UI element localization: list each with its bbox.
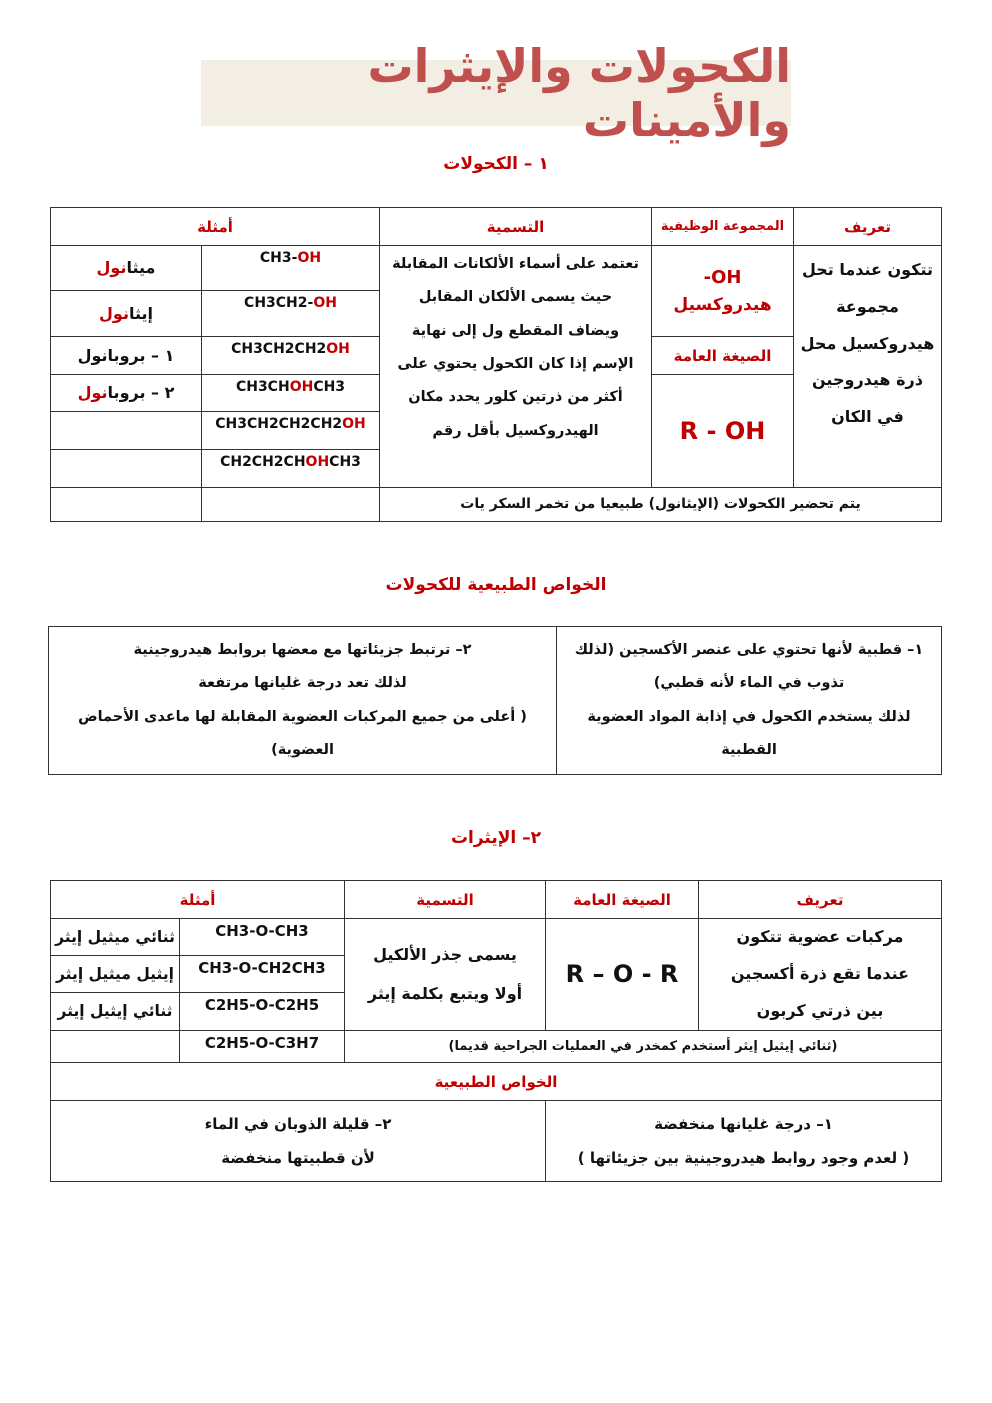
property-line: ٢– قليلة الذوبان في الماء bbox=[204, 1114, 392, 1133]
example-name bbox=[50, 1030, 180, 1063]
property-line: لذلك يستخدم الكحول في إذابة المواد العضوية bbox=[587, 708, 911, 725]
property-2 bbox=[48, 626, 557, 775]
property-line: ١– درجة غليانها منخفضة bbox=[654, 1114, 833, 1133]
ethers-section-title: ٢– الإيثرات bbox=[450, 828, 542, 848]
property-line: تذوب في الماء لأنه قطبي) bbox=[653, 675, 845, 692]
naming-cell: تعتمد على أسماء الألكانات المقابلة حيث يسمى الألكان المقابل ويضاف المقطع ول إلى نهاية الإسم إذا كان الكحول يحتوي على أكثر من ذرتين كلور يحدد مكان الهيدروكسيل بأقل رقم bbox=[379, 245, 652, 488]
property-line: ١– قطبية لأنها تحتوي على عنصر الأكسجين (لذلك bbox=[574, 641, 924, 658]
header-general-formula: الصيغة العامة bbox=[651, 336, 794, 375]
header-examples: أمثلة bbox=[50, 207, 380, 246]
formula-part: CH2CH2CH bbox=[220, 454, 306, 470]
ethers-properties-title: الخواص الطبيعية bbox=[50, 1062, 942, 1101]
example-name: ثنائي ميثيل إيثر bbox=[50, 918, 180, 956]
naming-cell: يسمى جذر الألكيل أولا ويتبع بكلمة إيثر bbox=[344, 918, 546, 1031]
property-line: ( لعدم وجود روابط هيدروجينية بين جزيئاتها ) bbox=[577, 1149, 910, 1167]
example-formula bbox=[201, 411, 380, 450]
ethers-note: (ثنائي إيثيل إيثر أستخدم كمخدر في العمليات الجراحية قديما) bbox=[344, 1030, 942, 1063]
property-line: ٢– ترتبط جزيئاتها مع معضها بروابط هيدروجينية bbox=[133, 641, 472, 658]
general-formula: R – O - R bbox=[545, 918, 699, 1031]
name-stem: ١ – بروبانول bbox=[77, 345, 175, 365]
formula-part: CH3CH2- bbox=[244, 295, 314, 311]
functional-group-cell bbox=[651, 245, 794, 337]
general-formula: R - OH bbox=[651, 374, 794, 488]
name-suffix: نول bbox=[77, 383, 108, 403]
example-formula bbox=[201, 245, 380, 291]
formula-hydroxyl: OH bbox=[297, 250, 322, 266]
formula-part: CH3 bbox=[313, 379, 346, 395]
header-functional-group: المجموعة الوظيفية bbox=[651, 207, 794, 246]
alcohols-note: يتم تحضير الكحولات (الإيثانول) طبيعيا من تخمر السكر يات bbox=[379, 487, 942, 522]
name-suffix: نول bbox=[99, 303, 129, 323]
formula-part: CH3CH2CH2 bbox=[231, 341, 327, 357]
property-line: العضوية) bbox=[271, 741, 334, 758]
example-name bbox=[50, 336, 202, 375]
formula-hydroxyl: OH bbox=[326, 341, 350, 357]
name-stem: ٢ – بروبا bbox=[107, 383, 175, 403]
property-line: لذلك تعد درجة غليانها مرتفعة bbox=[198, 675, 407, 692]
example-name bbox=[50, 245, 202, 291]
alcohols-section-title: ١ – الكحولات bbox=[443, 154, 549, 174]
example-formula bbox=[201, 336, 380, 375]
title-banner bbox=[201, 39, 791, 147]
header-naming: التسمية bbox=[344, 880, 546, 919]
definition-cell: مركبات عضوية تتكون عندما تقع ذرة أكسجين بين ذرتي كربون bbox=[698, 918, 942, 1031]
property-line: لأن قطبيتها منخفضة bbox=[221, 1149, 375, 1167]
example-name bbox=[50, 449, 202, 488]
example-name bbox=[50, 374, 202, 412]
name-stem: ميثا bbox=[126, 258, 156, 278]
example-formula: C2H5-O-C3H7 bbox=[179, 1030, 345, 1063]
property-1 bbox=[545, 1100, 942, 1182]
formula-hydroxyl: OH bbox=[305, 454, 330, 470]
formula-hydroxyl: OH bbox=[289, 379, 314, 395]
property-line: ( أعلى من جميع المركبات العضوية المقابلة لها ماعدى الأحماض bbox=[78, 708, 527, 725]
page-title: الكحولات والإيثرات والأمينات bbox=[367, 39, 791, 147]
name-stem: إيثا bbox=[128, 303, 153, 323]
example-formula: CH3-O-CH3 bbox=[179, 918, 345, 956]
alcohols-properties-title: الخواص الطبيعية للكحولات bbox=[385, 575, 607, 595]
example-formula bbox=[201, 374, 380, 412]
formula-part: CH3CH2CH2CH2 bbox=[215, 416, 343, 432]
example-formula bbox=[201, 449, 380, 488]
example-name bbox=[50, 411, 202, 450]
formula-part: CH3- bbox=[259, 250, 298, 266]
property-line: القطبية bbox=[721, 741, 777, 758]
footer-empty-cell bbox=[50, 487, 202, 522]
header-examples: أمثلة bbox=[50, 880, 345, 919]
footer-empty-cell bbox=[201, 487, 380, 522]
property-1 bbox=[556, 626, 942, 775]
header-general-formula: الصيغة العامة bbox=[545, 880, 699, 919]
definition-cell: تتكون عندما تحل مجموعة هيدروكسيل محل ذرة هيدروجين في الكان bbox=[793, 245, 942, 488]
example-name: ثنائي إيثيل إيثر bbox=[50, 992, 180, 1031]
example-name bbox=[50, 290, 202, 337]
formula-part: CH3CH bbox=[235, 379, 290, 395]
example-name: إيثيل ميثيل إيثر bbox=[50, 955, 180, 993]
formula-part: CH3 bbox=[329, 454, 361, 470]
header-definition: تعريف bbox=[793, 207, 942, 246]
example-formula bbox=[201, 290, 380, 337]
functional-group-name: هيدروكسيل bbox=[673, 294, 772, 315]
example-formula: C2H5-O-C2H5 bbox=[179, 992, 345, 1031]
formula-hydroxyl: OH bbox=[342, 416, 366, 432]
header-definition: تعريف bbox=[698, 880, 942, 919]
header-naming: التسمية bbox=[379, 207, 652, 246]
name-suffix: نول bbox=[96, 258, 127, 278]
property-2 bbox=[50, 1100, 546, 1182]
functional-group-formula: -OH bbox=[703, 267, 742, 288]
formula-hydroxyl: OH bbox=[313, 295, 337, 311]
example-formula: CH3-O-CH2CH3 bbox=[179, 955, 345, 993]
